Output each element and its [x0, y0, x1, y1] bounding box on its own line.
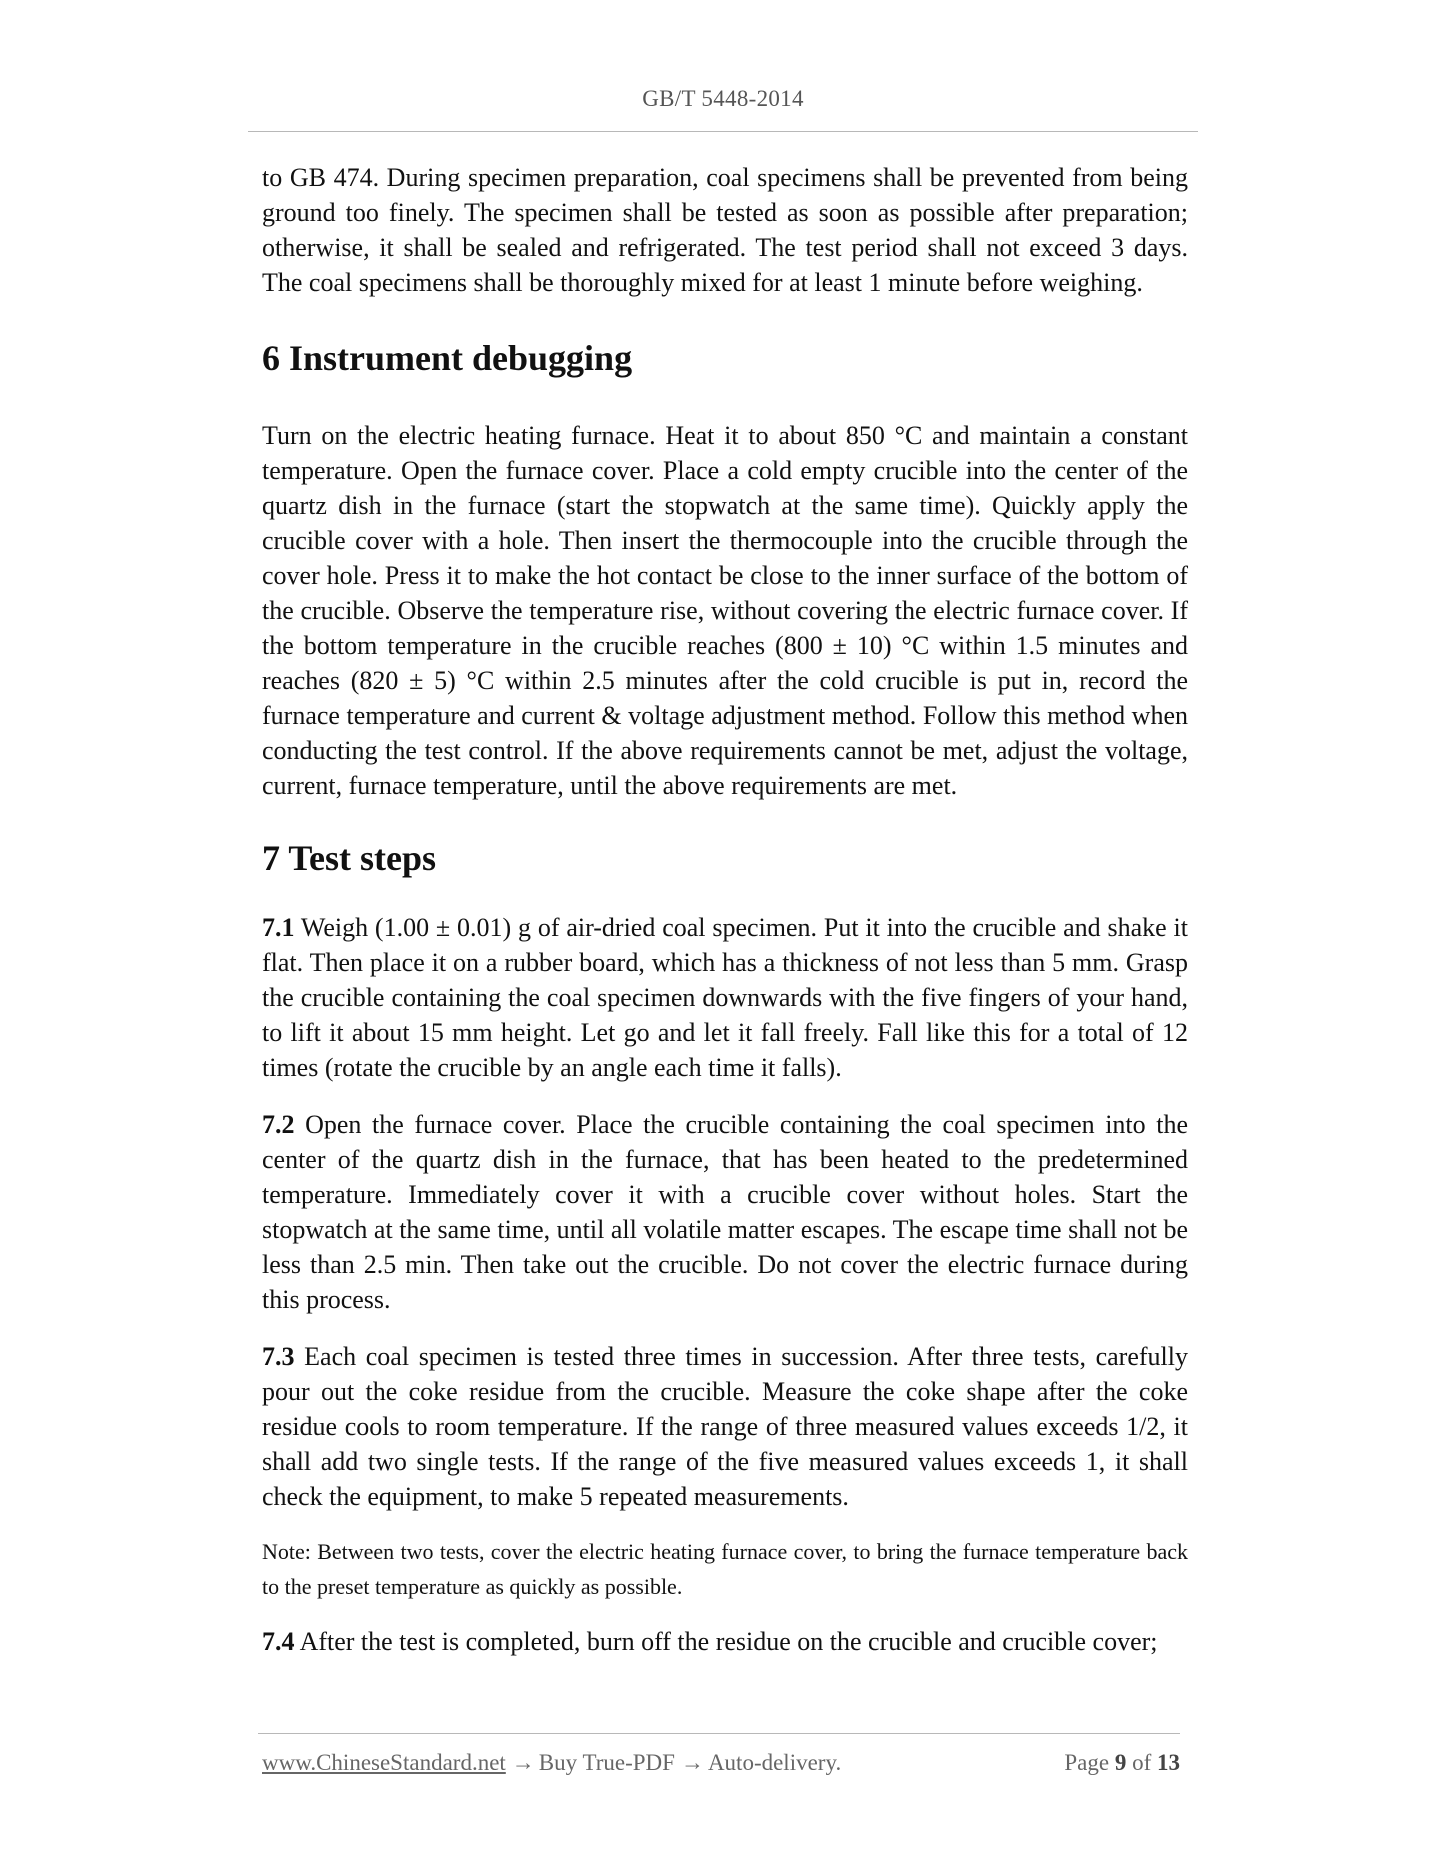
intro-paragraph: to GB 474. During specimen preparation, coal specimens shall be prevented from being ground too finely. The specimen shall be tested as soon as possible after preparation; otherwise, it shall be sealed and refrigerated. The test period shall not exceed 3 days. The coal specimens shall be thoroughly mixed for at least 1 minute before weighing.	[262, 163, 1188, 297]
clause-7-1-text: Weigh (1.00 ± 0.01) g of air-dried coal specimen. Put it into the crucible and shake it flat. Then place it on a rubber board, which has a thickness of not less than 5 mm. Grasp the crucible containing the coal specimen downwards with the five fingers of your hand, to lift it about 15 mm height. Let go and let it fall freely. Fall like this for a total of 12 times (rotate the crucible by an angle each time it falls).	[262, 913, 1188, 1082]
note-paragraph: Note: Between two tests, cover the electric heating furnace cover, to bring the furnace temperature back to the preset temperature as quickly as possible.	[262, 1539, 1188, 1599]
footer-divider	[258, 1733, 1180, 1734]
clause-7-4	[262, 1624, 1188, 1659]
auto-delivery-text: Auto-delivery.	[707, 1750, 842, 1775]
clause-7-4-number: 7.4	[262, 1627, 295, 1656]
arrow-right-icon: →	[511, 1750, 535, 1775]
clause-7-1	[262, 910, 1188, 1085]
section-7-heading: 7 Test steps	[262, 838, 437, 878]
footer-left	[262, 1750, 841, 1776]
section-6-paragraph: Turn on the electric heating furnace. Heat it to about 850 °C and maintain a constant temperature. Open the furnace cover. Place a cold empty crucible into the center of the quartz dish in the furnace (start the stopwatch at the same time). Quickly apply the crucible cover with a hole. Then insert the thermocouple into the crucible through the cover hole. Press it to make the hot contact be close to the inner surface of the bottom of the crucible. Observe the temperature rise, without covering the electric furnace cover. If the bottom temperature in the crucible reaches (800 ± 10) °C within 1.5 minutes and reaches (820 ± 5) °C within 2.5 minutes after the cold crucible is put in, record the furnace temperature and current & voltage adjustment method. Follow this method when conducting the test control. If the above requirements cannot be met, adjust the voltage, current, furnace temperature, until the above requirements are met.	[262, 421, 1188, 800]
page-current: 9	[1114, 1750, 1127, 1775]
page-body	[262, 160, 1188, 1659]
clause-7-4-text: After the test is completed, burn off the residue on the crucible and crucible cover;	[294, 1627, 1158, 1656]
clause-7-3-number: 7.3	[262, 1342, 295, 1371]
buy-pdf-text: Buy True-PDF	[538, 1750, 675, 1775]
arrow-right-icon: →	[680, 1750, 704, 1775]
clause-7-3-text: Each coal specimen is tested three times in succession. After three tests, carefully pour out the coke residue from the crucible. Measure the coke shape after the coke residue cools to room temperature. If the range of three measured values exceeds 1/2, it shall add two single tests. If the range of the five measured values exceeds 1, it shall check the equipment, to make 5 repeated measurements.	[262, 1342, 1188, 1511]
page-number	[1064, 1750, 1180, 1776]
page-label: Page	[1064, 1750, 1110, 1775]
clause-7-1-number: 7.1	[262, 913, 295, 942]
of-label: of	[1132, 1750, 1152, 1775]
running-header: GB/T 5448-2014	[642, 86, 804, 111]
page-total: 13	[1157, 1750, 1180, 1775]
clause-7-2-number: 7.2	[262, 1110, 295, 1139]
website-link[interactable]: www.ChineseStandard.net	[262, 1750, 506, 1775]
clause-7-2-text: Open the furnace cover. Place the crucible containing the coal specimen into the center of the quartz dish in the furnace, that has been heated to the predetermined temperature. Immediately cover it with a crucible cover without holes. Start the stopwatch at the same time, until all volatile matter escapes. The escape time shall not be less than 2.5 min. Then take out the crucible. Do not cover the electric furnace during this process.	[262, 1110, 1188, 1314]
page-footer	[262, 1750, 1180, 1776]
clause-7-2	[262, 1107, 1188, 1317]
clause-7-3	[262, 1339, 1188, 1514]
header-divider	[248, 131, 1198, 132]
section-6-heading: 6 Instrument debugging	[262, 338, 633, 378]
